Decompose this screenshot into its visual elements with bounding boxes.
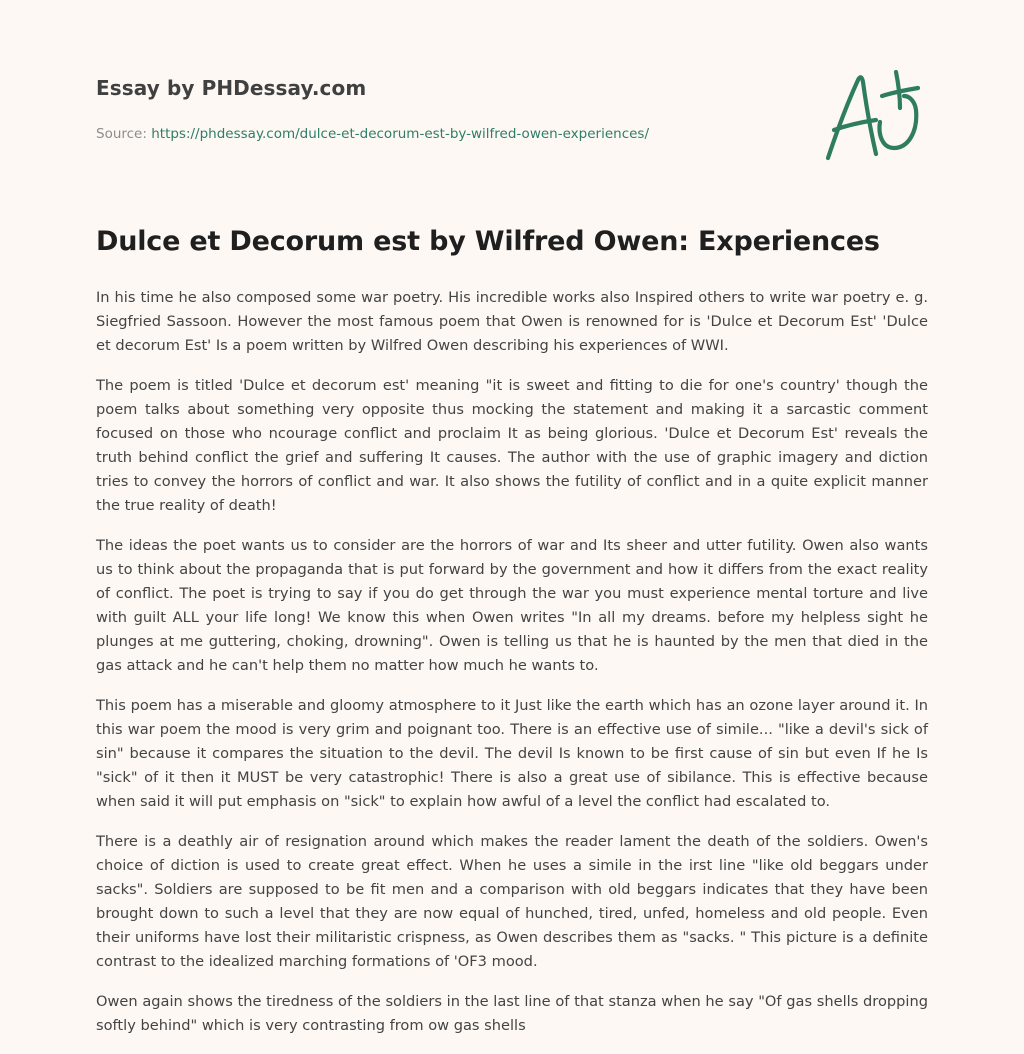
- paragraph: Owen again shows the tiredness of the soldiers in the last line of that stanza when he say "Of gas shells dropping softly behind" which is very contrasting from ow gas shells: [96, 993, 928, 1034]
- paragraph: This poem has a miserable and gloomy atmosphere to it Just like the earth which has an ozone layer around it. In this war poem the mood is very grim and poignant too. There is an effective use of simile... "like a devil's sick of sin" because it compares the situation to the devil. The devil Is known to be first cause of sin but even If he Is "sick" of it then it MUST be very catastrophic! There is also a great use of sibilance. This is effective because when said it will put emphasis on "sick" to explain how awful of a level the conflict had escalated to.: [96, 697, 928, 810]
- paragraph: There is a deathly air of resignation around which makes the reader lament the death of the soldiers. Owen's choice of diction is used to create great effect. When he uses a simile in the irst line "like old beggars under sacks". Soldiers are supposed to be fit men and a comparison with old beggars indicates that they have been brought down to such a level that they are now equal of hunched, tired, unfed, homeless and old people. Even their uniforms have lost their militaristic crispness, as Owen describes them as "sacks. " This picture is a definite contrast to the idealized marching formations of 'OF3 mood.: [96, 833, 928, 970]
- a-plus-logo-icon: [820, 68, 930, 164]
- source-label: Source:: [96, 126, 147, 142]
- page-title: Dulce et Decorum est by Wilfred Owen: Experiences: [96, 226, 880, 257]
- page-header: [96, 76, 796, 142]
- source-line: [96, 126, 796, 142]
- essay-body: [96, 286, 928, 1054]
- paragraph: The poem is titled 'Dulce et decorum est' meaning "it is sweet and fitting to die for one's country' though the poem talks about something very opposite thus mocking the statement and making it a sarcastic comment focused on those who ncourage conflict and proclaim It as being glorious. 'Dulce et Decorum Est' reveals the truth behind conflict the grief and suffering It causes. The author with the use of graphic imagery and diction tries to convey the horrors of conflict and war. It also shows the futility of conflict and in a quite explicit manner the true reality of death!: [96, 377, 928, 514]
- paragraph: The ideas the poet wants us to consider are the horrors of war and Its sheer and utter futility. Owen also wants us to think about the propaganda that is put forward by the government and how it differs from the exact reality of conflict. The poet is trying to say if you do get through the war you must experience mental torture and live with guilt ALL your life long! We know this when Owen writes "In all my dreams. before my helpless sight he plunges at me guttering, choking, drowning". Owen is telling us that he is haunted by the men that died in the gas attack and he can't help them no matter how much he wants to.: [96, 537, 928, 674]
- source-link[interactable]: https://phdessay.com/dulce-et-decorum-est-by-wilfred-owen-experiences/: [151, 126, 649, 142]
- paragraph: In his time he also composed some war poetry. His incredible works also Inspired others to write war poetry e. g. Siegfried Sassoon. However the most famous poem that Owen is renowned for is 'Dulce et Decorum Est' 'Dulce et decorum Est' Is a poem written by Wilfred Owen describing his experiences of WWI.: [96, 289, 928, 354]
- brand-title: Essay by PHDessay.com: [96, 76, 367, 100]
